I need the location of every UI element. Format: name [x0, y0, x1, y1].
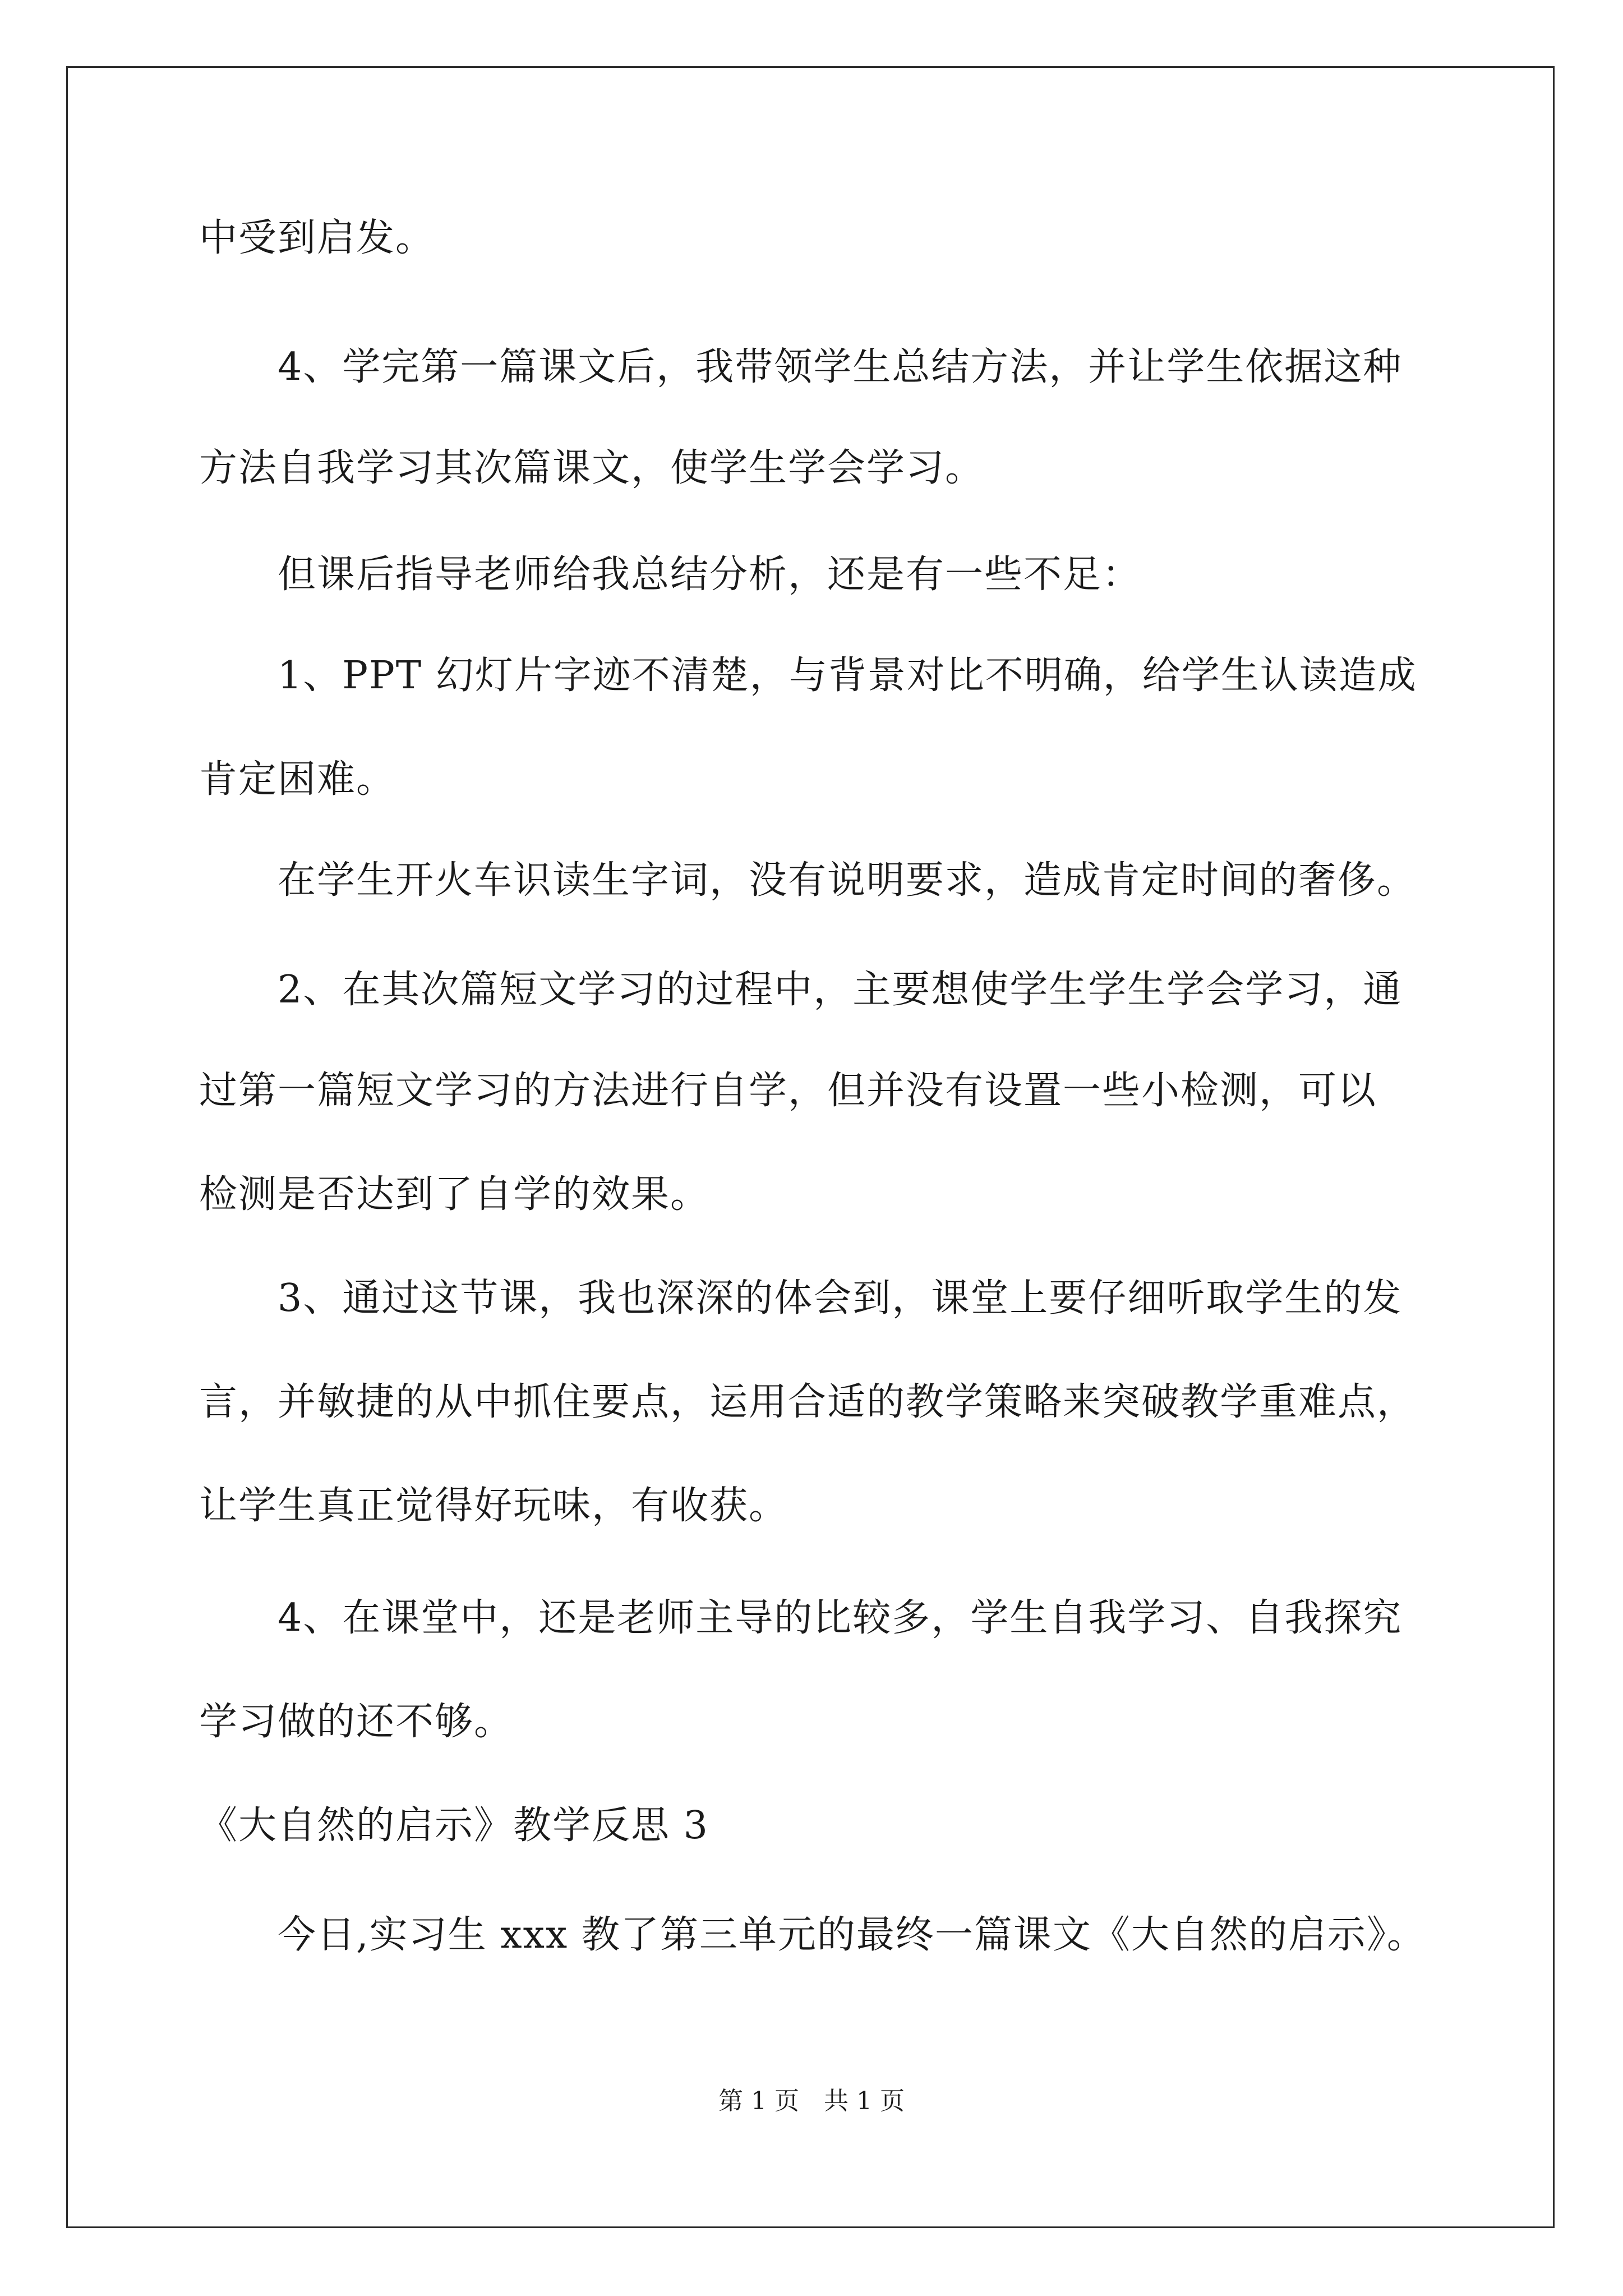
- text-line-2: 4、学完第一篇课文后，我带领学生总结方法，并让学生依据这种: [278, 345, 1403, 389]
- text-line-11: 3、通过这节课，我也深深的体会到，课堂上要仔细听取学生的发: [278, 1276, 1403, 1320]
- text-line-12: 言，并敏捷的从中抓住要点，运用合适的教学策略来突破教学重难点，: [199, 1380, 1417, 1424]
- text-line-6: 肯定困难。: [199, 757, 396, 802]
- text-line-13: 让学生真正觉得好玩味，有收获。: [199, 1484, 789, 1528]
- text-line-10: 检测是否达到了自学的效果。: [199, 1172, 710, 1217]
- text-line-8: 2、在其次篇短文学习的过程中，主要想使学生学生学会学习，通: [278, 968, 1403, 1012]
- text-line-14: 4、在课堂中，还是老师主导的比较多，学生自我学习、自我探究: [278, 1596, 1403, 1640]
- text-line-9: 过第一篇短文学习的方法进行自学，但并没有设置一些小检测，可以: [199, 1069, 1377, 1113]
- section-heading: 《大自然的启示》教学反思 3: [199, 1803, 709, 1848]
- text-line-15: 学习做的还不够。: [199, 1700, 514, 1744]
- text-line-4: 但课后指导老师给我总结分析，还是有一些不足：: [278, 553, 1142, 597]
- text-line-17: 今日,实习生 xxx 教了第三单元的最终一篇课文《大自然的启示》。: [278, 1913, 1426, 1957]
- text-line-7: 在学生开火车识读生字词，没有说明要求，造成肯定时间的奢侈。: [278, 858, 1417, 903]
- text-line-1: 中受到启发。: [199, 216, 435, 260]
- page-footer: 第 1 页 共 1 页: [718, 2087, 905, 2115]
- text-line-5: 1、PPT 幻灯片字迹不清楚，与背景对比不明确，给学生认读造成: [278, 654, 1417, 698]
- text-line-3: 方法自我学习其次篇课文，使学生学会学习。: [199, 446, 985, 490]
